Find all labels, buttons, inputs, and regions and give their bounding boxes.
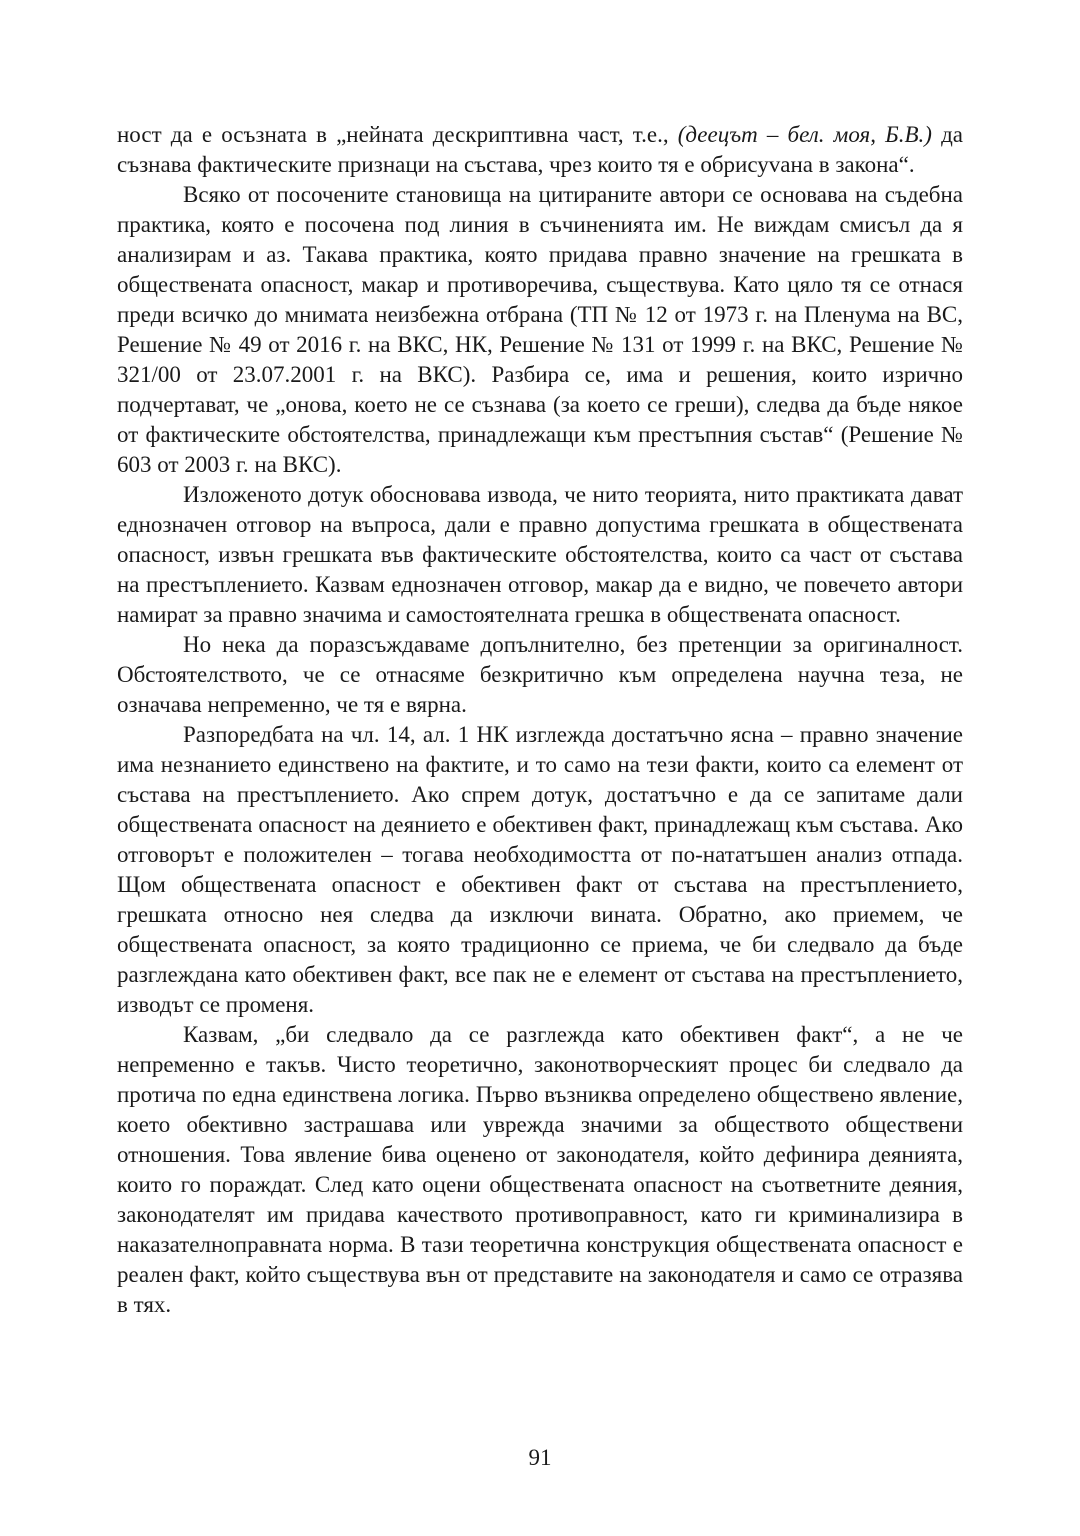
author-note-italic: (деецът – бел. моя, Б.В.) (677, 122, 932, 147)
paragraph-continuation (117, 120, 963, 180)
paragraph-1: Всяко от посочените становища на цитираните автори се основава на съдебна практика, която е посочена под линия в съчиненията им. Не виждам смисъл да я анализирам и аз. Такава практика, която придава правно значение на грешката в обществената опасност, макар и противоречива, съществува. Като цяло тя се отнася преди всичко до мнимата неизбежна отбрана (ТП № 12 от 1973 г. на Пленума на ВС, Решение № 49 от 2016 г. на ВКС, НК, Решение № 131 от 1999 г. на ВКС, Решение № 321/00 от 23.07.2001 г. на ВКС). Разбира се, има и решения, които изрично подчертават, че „онова, което не се съзнава (за което се греши), следва да бъде някое от фактическите обстоятелства, принадлежащи към престъпния състав“ (Решение № 603 от 2003 г. на ВКС). (117, 182, 963, 477)
paragraph-5: Казвам, „би следвало да се разглежда като обективен факт“, а не че непременно е такъв. Чисто теоретично, законотворческият процес би следвало да протича по една единствена логика. Първо възниква определено обществено явление, което обективно застрашава или уврежда значими за обществото обществени отношения. Това явление бива оценено от законодателя, който дефинира деянията, които го пораждат. След като оцени обществената опасност на съответните деяния, законодателят им придава качеството противоправност, като ги криминализира в наказателноправната норма. В тази теоретична конструкция обществената опасност е реален факт, който съществува вън от представите на законодателя и само се отразява в тях. (117, 1022, 963, 1317)
paragraph-2: Изложеното дотук обосновава извода, че нито теорията, нито практиката дават еднозначен отговор на въпроса, дали е правно допустима грешката в обществената опасност, извън грешката във фактическите обстоятелства, които са част от състава на престъплението. Казвам еднозначен отговор, макар да е видно, че повечето автори намират за правно значима и самостоятелната грешка в обществената опасност. (117, 482, 963, 627)
document-body (117, 120, 963, 1320)
paragraph-0-text-a: ност да е осъзната в „нейната дескриптивна част, т.е., (117, 122, 678, 147)
paragraph-4: Разпоредбата на чл. 14, ал. 1 НК изглежда достатъчно ясна – правно значение има незнанието единствено на фактите, и то само на тези факти, които са елемент от състава на престъплението. Ако спрем дотук, достатъчно е да се запитаме дали обществената опасност на деянието е обективен факт, принадлежащ към състава. Ако отговорът е положителен – тогава необходимостта от по-нататъшен анализ отпада. Щом обществената опасност е обективен факт от състава на престъплението, грешката относно нея следва да изключи вината. Обратно, ако приемем, че обществената опасност, за която традиционно се приема, че би следвало да бъде разглеждана като обективен факт, все пак не е елемент от състава на престъплението, изводът се променя. (117, 722, 963, 1017)
page-number: 91 (528, 1445, 552, 1470)
paragraph-3: Но нека да поразсъждаваме допълнително, без претенции за оригиналност. Обстоятелството, че се отнасяме безкритично към определена научна теза, не означава непременно, че тя е вярна. (117, 632, 963, 717)
paragraph-0-text-b: да съзнава фактическите признаци на състава, чрез които тя е обрисуvана в закона“. (117, 122, 963, 177)
